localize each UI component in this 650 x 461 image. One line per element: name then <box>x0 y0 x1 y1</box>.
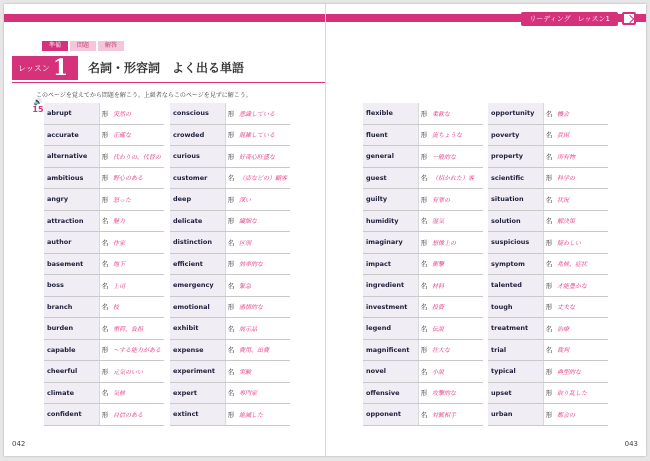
vocab-meaning: 繊細な <box>239 218 258 226</box>
vocab-word: investment <box>363 297 419 318</box>
part-of-speech: 形 <box>545 389 553 398</box>
part-of-speech: 名 <box>420 324 428 333</box>
vocab-word: deep <box>170 189 226 210</box>
part-of-speech: 名 <box>101 217 109 226</box>
vocab-row <box>488 340 608 362</box>
part-of-speech: 形 <box>227 109 235 118</box>
vocab-row <box>170 361 290 383</box>
vocab-meaning: 流ちょうな <box>432 132 463 140</box>
vocab-word: offensive <box>363 383 419 404</box>
vocab-row <box>488 189 608 211</box>
part-of-speech: 名 <box>420 367 428 376</box>
vocab-word: impact <box>363 254 419 275</box>
part-of-speech: 名 <box>545 195 553 204</box>
vocab-row <box>363 168 483 190</box>
vocab-word: distinction <box>170 232 226 253</box>
page-number-right: 043 <box>624 440 638 448</box>
vocab-meaning: 状況 <box>557 196 570 204</box>
vocab-column-2 <box>170 103 290 426</box>
vocab-row <box>488 383 608 405</box>
vocab-word: fluent <box>363 125 419 146</box>
vocab-meaning: 投資 <box>432 304 445 312</box>
part-of-speech: 名 <box>227 174 235 183</box>
vocab-word: branch <box>44 297 100 318</box>
vocab-row <box>44 189 164 211</box>
vocab-row <box>170 340 290 362</box>
part-of-speech: 名 <box>420 410 428 419</box>
part-of-speech: 名 <box>101 389 109 398</box>
vocab-word: general <box>363 146 419 167</box>
vocab-row <box>170 103 290 125</box>
vocab-word: customer <box>170 168 226 189</box>
section-title: 名詞・形容詞 よく出る単語 <box>88 61 245 75</box>
part-of-speech: 名 <box>227 281 235 290</box>
vocab-word: extinct <box>170 404 226 425</box>
vocab-word: abrupt <box>44 103 100 124</box>
lesson-number: 1 <box>52 55 69 81</box>
book-spread <box>4 4 646 456</box>
part-of-speech: 形 <box>545 238 553 247</box>
vocab-meaning: 材料 <box>432 282 445 290</box>
notebook-icon <box>622 12 636 25</box>
vocab-meaning: 代わりの、代替の <box>113 153 161 161</box>
step-answers: 解答 <box>98 41 124 51</box>
vocab-meaning: 対戦相手 <box>432 411 457 419</box>
vocab-word: conscious <box>170 103 226 124</box>
vocab-meaning: 所有物 <box>557 153 576 161</box>
vocab-row <box>44 146 164 168</box>
vocab-meaning: 効率的な <box>239 261 264 269</box>
vocab-meaning: 壮大な <box>432 347 451 355</box>
vocab-meaning: 正確な <box>113 132 132 140</box>
vocab-row <box>363 125 483 147</box>
vocab-word: expense <box>170 340 226 361</box>
lesson-word: レッスン <box>18 63 50 73</box>
vocab-meaning: 深い <box>239 196 252 204</box>
vocab-meaning: 想像上の <box>432 239 457 247</box>
vocab-row <box>488 232 608 254</box>
vocab-row <box>44 318 164 340</box>
part-of-speech: 名 <box>420 260 428 269</box>
vocab-word: property <box>488 146 544 167</box>
vocab-word: delicate <box>170 211 226 232</box>
vocab-meaning: 実験 <box>239 368 252 376</box>
vocab-row <box>488 146 608 168</box>
vocab-row <box>44 340 164 362</box>
vocab-meaning: 混雑している <box>239 132 276 140</box>
vocab-row <box>363 318 483 340</box>
vocab-row <box>363 103 483 125</box>
vocab-word: capable <box>44 340 100 361</box>
vocab-word: burden <box>44 318 100 339</box>
part-of-speech: 名 <box>101 238 109 247</box>
vocab-meaning: ～する能力がある <box>113 347 162 355</box>
vocab-row <box>44 125 164 147</box>
vocab-row <box>170 146 290 168</box>
vocab-word: climate <box>44 383 100 404</box>
part-of-speech: 形 <box>227 303 235 312</box>
vocab-meaning: 感情的な <box>239 304 264 312</box>
vocab-meaning: 展示品 <box>239 325 258 333</box>
vocab-meaning: 怒った <box>113 196 132 204</box>
vocab-word: guilty <box>363 189 419 210</box>
part-of-speech: 形 <box>101 367 109 376</box>
vocab-word: opponent <box>363 404 419 425</box>
vocab-word: humidity <box>363 211 419 232</box>
vocab-row <box>170 275 290 297</box>
vocab-word: guest <box>363 168 419 189</box>
vocab-row <box>44 232 164 254</box>
part-of-speech: 名 <box>227 238 235 247</box>
vocab-row <box>44 103 164 125</box>
vocab-meaning: 取り乱した <box>557 390 588 398</box>
vocab-row <box>44 297 164 319</box>
step-prepare: 準備 <box>42 41 68 51</box>
vocab-word: novel <box>363 361 419 382</box>
vocab-row <box>170 125 290 147</box>
vocab-word: ingredient <box>363 275 419 296</box>
vocab-meaning: 柔軟な <box>432 110 451 118</box>
part-of-speech: 名 <box>227 324 235 333</box>
vocab-row <box>44 254 164 276</box>
vocab-meaning: 突然の <box>113 110 132 118</box>
vocab-row <box>363 340 483 362</box>
vocab-row <box>44 168 164 190</box>
left-page <box>4 4 325 456</box>
title-divider <box>12 82 325 83</box>
vocab-word: suspicious <box>488 232 544 253</box>
vocab-meaning: 裁判 <box>557 347 570 355</box>
vocab-meaning: 有罪の <box>432 196 451 204</box>
part-of-speech: 形 <box>227 152 235 161</box>
vocab-row <box>170 383 290 405</box>
vocab-word: typical <box>488 361 544 382</box>
part-of-speech: 形 <box>420 195 428 204</box>
vocab-word: ambitious <box>44 168 100 189</box>
part-of-speech: 形 <box>420 238 428 247</box>
vocab-word: confident <box>44 404 100 425</box>
vocab-meaning: 費用、出費 <box>239 347 270 355</box>
vocab-row <box>363 232 483 254</box>
vocab-word: cheerful <box>44 361 100 382</box>
vocab-meaning: 典型的な <box>557 368 582 376</box>
part-of-speech: 名 <box>545 109 553 118</box>
vocab-word: flexible <box>363 103 419 124</box>
vocab-meaning: 解決策 <box>557 218 576 226</box>
vocab-meaning: 湿気 <box>432 218 445 226</box>
vocab-row <box>170 211 290 233</box>
part-of-speech: 名 <box>420 281 428 290</box>
vocab-row <box>170 168 290 190</box>
vocab-row <box>488 404 608 426</box>
vocab-column-3 <box>363 103 483 426</box>
part-of-speech: 名 <box>420 217 428 226</box>
part-of-speech: 名 <box>545 152 553 161</box>
vocab-meaning: 治療 <box>557 325 570 333</box>
vocab-word: alternative <box>44 146 100 167</box>
vocab-word: treatment <box>488 318 544 339</box>
step-questions: 問題 <box>70 41 96 51</box>
part-of-speech: 名 <box>227 346 235 355</box>
part-of-speech: 形 <box>227 195 235 204</box>
vocab-row <box>44 383 164 405</box>
vocab-row <box>170 318 290 340</box>
vocab-meaning: 絶滅した <box>239 411 264 419</box>
header-lesson-tag: リーディング レッスン1 <box>521 12 618 26</box>
part-of-speech: 形 <box>420 131 428 140</box>
vocab-word: attraction <box>44 211 100 232</box>
audio-track[interactable] <box>32 98 44 114</box>
vocab-meaning: 野心のある <box>113 175 144 183</box>
vocab-word: experiment <box>170 361 226 382</box>
part-of-speech: 名 <box>545 346 553 355</box>
vocab-meaning: 一般的な <box>432 153 457 161</box>
vocab-word: curious <box>170 146 226 167</box>
vocab-meaning: 緊急 <box>239 282 252 290</box>
vocab-meaning: 区別 <box>239 239 252 247</box>
vocab-meaning: 好奇心旺盛な <box>239 153 276 161</box>
part-of-speech: 名 <box>420 303 428 312</box>
vocab-word: tough <box>488 297 544 318</box>
part-of-speech: 名 <box>545 131 553 140</box>
part-of-speech: 形 <box>101 152 109 161</box>
part-of-speech: 名 <box>545 324 553 333</box>
part-of-speech: 形 <box>101 174 109 183</box>
vocab-meaning: 伝説 <box>432 325 445 333</box>
vocab-row <box>488 275 608 297</box>
vocab-row <box>170 189 290 211</box>
vocab-row <box>488 125 608 147</box>
right-page <box>325 4 646 456</box>
vocab-row <box>363 275 483 297</box>
vocab-row <box>363 254 483 276</box>
vocab-meaning: 魅力 <box>113 218 126 226</box>
part-of-speech: 形 <box>545 303 553 312</box>
part-of-speech: 形 <box>227 260 235 269</box>
step-indicator <box>42 41 126 51</box>
vocab-meaning: （店などの）顧客 <box>239 175 288 183</box>
instruction-text: このページを覚えてから問題を解こう。上級者ならこのページを見ずに解こう。 <box>36 92 252 99</box>
part-of-speech: 名 <box>101 260 109 269</box>
vocab-row <box>363 404 483 426</box>
vocab-meaning: 才能豊かな <box>557 282 588 290</box>
vocab-row <box>488 168 608 190</box>
vocab-word: upset <box>488 383 544 404</box>
vocab-word: opportunity <box>488 103 544 124</box>
vocab-row <box>170 254 290 276</box>
vocab-meaning: 兆候、症状 <box>557 261 588 269</box>
vocab-meaning: 攻撃的な <box>432 390 457 398</box>
vocab-meaning: 専門家 <box>239 390 258 398</box>
part-of-speech: 名 <box>545 217 553 226</box>
vocab-word: situation <box>488 189 544 210</box>
part-of-speech: 形 <box>101 109 109 118</box>
vocab-row <box>488 361 608 383</box>
vocab-row <box>363 189 483 211</box>
vocab-meaning: 枝 <box>113 304 120 312</box>
part-of-speech: 形 <box>101 346 109 355</box>
vocab-meaning: 貧困 <box>557 132 570 140</box>
part-of-speech: 形 <box>227 217 235 226</box>
part-of-speech: 名 <box>227 367 235 376</box>
vocab-row <box>363 361 483 383</box>
vocab-meaning: 重荷、負担 <box>113 325 144 333</box>
vocab-row <box>488 297 608 319</box>
vocab-word: author <box>44 232 100 253</box>
vocab-word: boss <box>44 275 100 296</box>
part-of-speech: 名 <box>101 303 109 312</box>
header-bar-left <box>4 14 325 22</box>
vocab-row <box>488 254 608 276</box>
vocab-word: emergency <box>170 275 226 296</box>
audio-track-number: 15 <box>32 105 44 114</box>
vocab-row <box>488 211 608 233</box>
part-of-speech: 名 <box>227 389 235 398</box>
vocab-meaning: 元気のいい <box>113 368 144 376</box>
vocab-meaning: 丈夫な <box>557 304 576 312</box>
vocab-meaning: 地下 <box>113 261 126 269</box>
part-of-speech: 名 <box>101 281 109 290</box>
vocab-word: urban <box>488 404 544 425</box>
vocab-word: legend <box>363 318 419 339</box>
vocab-meaning: 都会の <box>557 411 576 419</box>
vocab-word: scientific <box>488 168 544 189</box>
part-of-speech: 形 <box>545 281 553 290</box>
vocab-row <box>170 404 290 426</box>
vocab-meaning: 科学の <box>557 175 576 183</box>
vocab-word: angry <box>44 189 100 210</box>
part-of-speech: 名 <box>101 324 109 333</box>
vocab-row <box>363 146 483 168</box>
vocab-row <box>488 318 608 340</box>
vocab-word: trial <box>488 340 544 361</box>
vocab-word: emotional <box>170 297 226 318</box>
part-of-speech: 形 <box>101 195 109 204</box>
vocab-meaning: 作家 <box>113 239 126 247</box>
vocab-meaning: 小説 <box>432 368 445 376</box>
vocab-word: symptom <box>488 254 544 275</box>
vocab-row <box>170 232 290 254</box>
part-of-speech: 形 <box>420 109 428 118</box>
vocab-row <box>363 297 483 319</box>
page-number-left: 042 <box>12 440 26 448</box>
part-of-speech: 名 <box>545 260 553 269</box>
part-of-speech: 名 <box>420 174 428 183</box>
part-of-speech: 形 <box>101 131 109 140</box>
vocab-row <box>44 275 164 297</box>
vocab-column-4 <box>488 103 608 426</box>
part-of-speech: 形 <box>420 389 428 398</box>
vocab-row <box>44 404 164 426</box>
vocab-column-1 <box>44 103 164 426</box>
part-of-speech: 形 <box>227 410 235 419</box>
part-of-speech: 形 <box>545 410 553 419</box>
vocab-word: exhibit <box>170 318 226 339</box>
vocab-meaning: 気候 <box>113 390 126 398</box>
vocab-word: magnificent <box>363 340 419 361</box>
vocab-meaning: 衝撃 <box>432 261 445 269</box>
vocab-word: talented <box>488 275 544 296</box>
vocab-word: imaginary <box>363 232 419 253</box>
vocab-meaning: 疑わしい <box>557 239 582 247</box>
vocab-row <box>44 211 164 233</box>
speaker-icon: 🔊 <box>33 98 43 106</box>
vocab-row <box>363 383 483 405</box>
vocab-word: crowded <box>170 125 226 146</box>
vocab-word: efficient <box>170 254 226 275</box>
vocab-word: basement <box>44 254 100 275</box>
vocab-word: expert <box>170 383 226 404</box>
vocab-row <box>170 297 290 319</box>
vocab-meaning: 自信のある <box>113 411 144 419</box>
vocab-row <box>488 103 608 125</box>
vocab-meaning: 機会 <box>557 110 570 118</box>
part-of-speech: 形 <box>420 346 428 355</box>
vocab-word: solution <box>488 211 544 232</box>
part-of-speech: 形 <box>420 152 428 161</box>
vocab-row <box>363 211 483 233</box>
vocab-meaning: 意識している <box>239 110 276 118</box>
vocab-meaning: 上司 <box>113 282 126 290</box>
vocab-word: poverty <box>488 125 544 146</box>
part-of-speech: 形 <box>101 410 109 419</box>
part-of-speech: 形 <box>545 367 553 376</box>
vocab-meaning: （招かれた）客 <box>432 175 475 183</box>
part-of-speech: 形 <box>545 174 553 183</box>
part-of-speech: 形 <box>227 131 235 140</box>
vocab-row <box>44 361 164 383</box>
lesson-badge <box>12 56 78 80</box>
vocab-word: accurate <box>44 125 100 146</box>
